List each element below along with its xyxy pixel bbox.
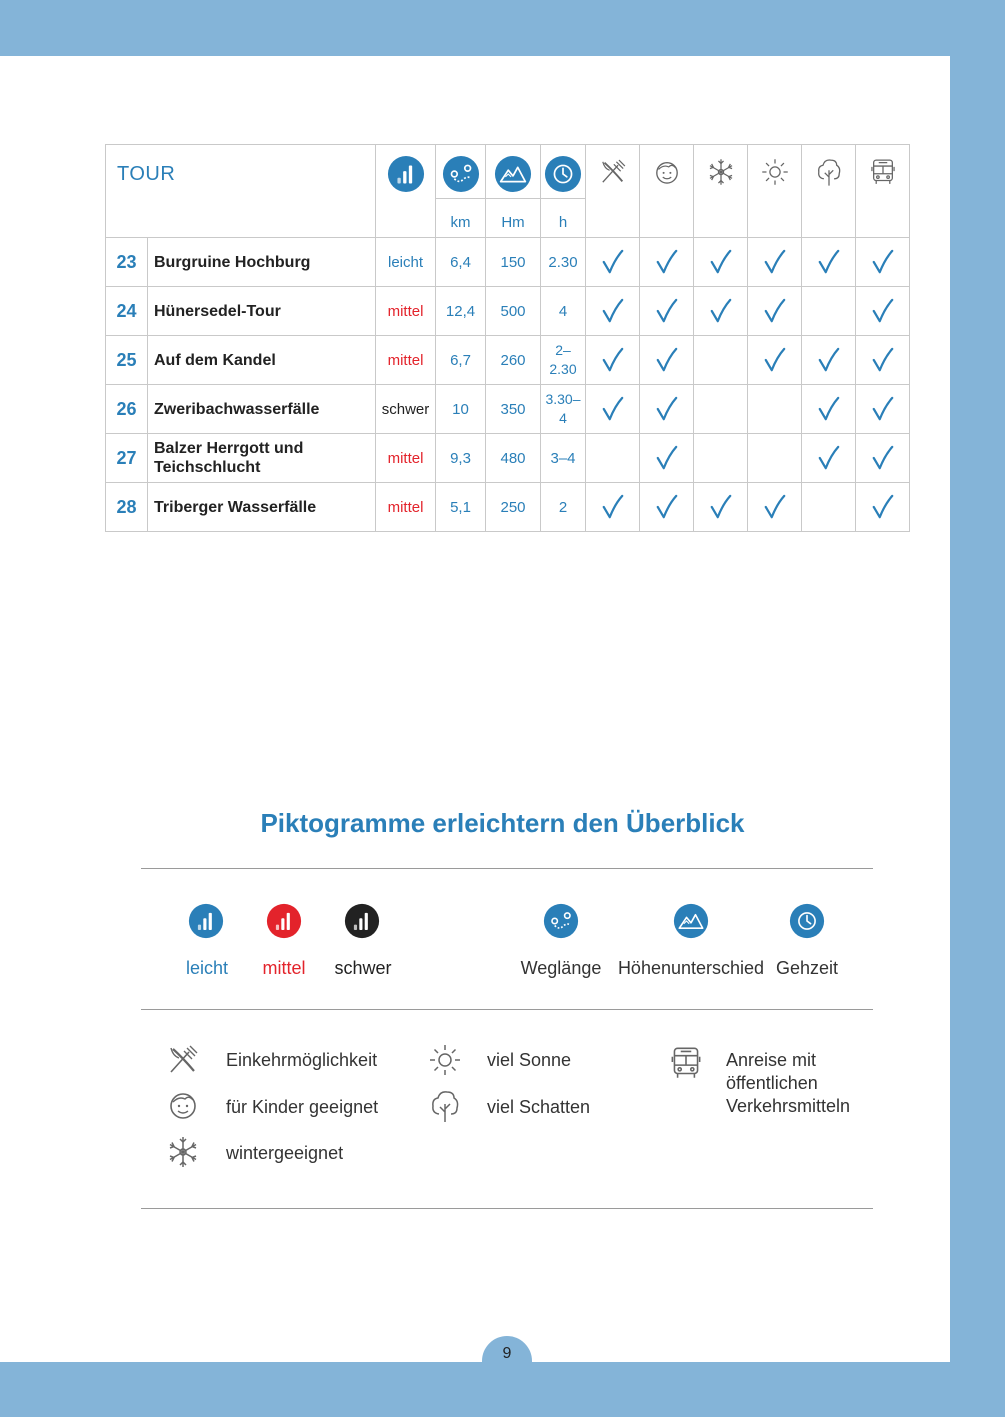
transit-header: [856, 145, 910, 238]
feature-cell: [640, 434, 694, 483]
legend-title: Piktogramme erleichtern den Überblick: [260, 808, 745, 838]
bus-icon: [665, 1042, 707, 1084]
tour-km: 6,7: [436, 336, 486, 385]
snowflake-icon: [163, 1132, 203, 1172]
legend-transit-label: Anreise mit öffentlichen Verkehrsmitteln: [726, 1050, 851, 1116]
hard-icon: [344, 903, 380, 939]
feature-cell: [640, 385, 694, 434]
table-row: [106, 336, 910, 385]
legend-winter-label: wintergeeignet: [226, 1143, 344, 1163]
tour-duration: 3.30– 4: [541, 385, 586, 434]
checkmark-icon: [763, 493, 787, 521]
tour-number: 26: [106, 385, 148, 434]
table-row: [106, 287, 910, 336]
checkmark-icon: [871, 297, 895, 325]
legend-elevation-label: Höhenunterschied: [617, 958, 765, 978]
duration-icon: [544, 155, 582, 193]
feature-cell: [802, 385, 856, 434]
checkmark-icon: [601, 346, 625, 374]
checkmark-icon: [817, 248, 841, 276]
tour-difficulty: mittel: [376, 434, 436, 483]
tour-difficulty: mittel: [376, 287, 436, 336]
checkmark-icon: [763, 248, 787, 276]
legend-sun-label: viel Sonne: [487, 1050, 572, 1070]
checkmark-icon: [655, 248, 679, 276]
feature-cell: [748, 385, 802, 434]
feature-cell: [856, 385, 910, 434]
tour-name: Burgruine Hochburg: [148, 238, 376, 287]
distance-icon: [442, 155, 480, 193]
tour-duration: 4: [541, 287, 586, 336]
checkmark-icon: [601, 493, 625, 521]
checkmark-icon: [655, 346, 679, 374]
feature-cell: [802, 287, 856, 336]
tour-name: Zweribachwasserfälle: [148, 385, 376, 434]
tour-name: Hünersedel-Tour: [148, 287, 376, 336]
fork-knife-icon: [163, 1040, 203, 1080]
feature-cell: [694, 287, 748, 336]
checkmark-icon: [709, 248, 733, 276]
tour-duration: 2.30: [541, 238, 586, 287]
tour-duration: 3–4: [541, 434, 586, 483]
tour-name: Triberger Wasserfälle: [148, 483, 376, 532]
legend-dining-label: Einkehrmöglichkeit: [226, 1050, 378, 1070]
checkmark-icon: [871, 346, 895, 374]
table-row: [106, 238, 910, 287]
tour-duration: 2– 2.30: [541, 336, 586, 385]
tour-km: 12,4: [436, 287, 486, 336]
shade-header: [802, 145, 856, 238]
tour-km: 5,1: [436, 483, 486, 532]
child-face-icon: [163, 1085, 203, 1125]
duration-header: [541, 145, 586, 199]
difficulty-header: [376, 145, 436, 238]
feature-cell: [640, 483, 694, 532]
winter-header: [694, 145, 748, 238]
tour-hm: 150: [486, 238, 541, 287]
checkmark-icon: [763, 346, 787, 374]
tour-duration: 2: [541, 483, 586, 532]
feature-cell: [694, 336, 748, 385]
feature-cell: [586, 385, 640, 434]
unit-hm: Hm: [486, 199, 541, 238]
tour-hm: 500: [486, 287, 541, 336]
checkmark-icon: [871, 493, 895, 521]
medium-icon: [266, 903, 302, 939]
tour-name: Auf dem Kandel: [148, 336, 376, 385]
page-number: 9: [502, 1345, 512, 1362]
feature-cell: [586, 434, 640, 483]
distance-header: [436, 145, 486, 199]
tour-hm: 480: [486, 434, 541, 483]
feature-cell: [586, 287, 640, 336]
legend-shade-label: viel Schatten: [487, 1097, 591, 1117]
elevation-header: [486, 145, 541, 199]
checkmark-icon: [601, 297, 625, 325]
tour-km: 9,3: [436, 434, 486, 483]
checkmark-icon: [871, 248, 895, 276]
child-face-icon: [650, 155, 684, 189]
legend-divider-top: [141, 868, 873, 869]
feature-cell: [856, 434, 910, 483]
tour-difficulty: leicht: [376, 238, 436, 287]
checkmark-icon: [817, 346, 841, 374]
feature-cell: [748, 434, 802, 483]
feature-cell: [748, 336, 802, 385]
checkmark-icon: [601, 395, 625, 423]
legend-divider-bottom: [141, 1208, 873, 1209]
legend-medium-label: mittel: [262, 958, 306, 978]
checkmark-icon: [655, 444, 679, 472]
tour-difficulty: mittel: [376, 336, 436, 385]
tour-difficulty: mittel: [376, 483, 436, 532]
legend-easy-label: leicht: [185, 958, 229, 978]
tour-km: 10: [436, 385, 486, 434]
fork-knife-icon: [596, 155, 630, 189]
feature-cell: [856, 287, 910, 336]
feature-cell: [856, 238, 910, 287]
tree-icon: [812, 155, 846, 189]
feature-cell: [640, 287, 694, 336]
sun-icon: [425, 1040, 465, 1080]
tour-hm: 250: [486, 483, 541, 532]
checkmark-icon: [655, 493, 679, 521]
feature-cell: [640, 336, 694, 385]
legend-hard-label: schwer: [334, 958, 392, 978]
bus-icon: [866, 155, 900, 189]
unit-h: h: [541, 199, 586, 238]
legend-duration-label: Gehzeit: [775, 958, 839, 978]
tour-header: TOUR: [106, 145, 376, 238]
feature-cell: [694, 238, 748, 287]
feature-cell: [856, 483, 910, 532]
feature-cell: [586, 238, 640, 287]
legend-kids-label: für Kinder geeignet: [226, 1097, 379, 1117]
distance-icon: [543, 903, 579, 939]
snowflake-icon: [704, 155, 738, 189]
feature-cell: [802, 434, 856, 483]
kids-header: [640, 145, 694, 238]
tour-number: 27: [106, 434, 148, 483]
tour-name: Balzer Herrgott und Teichschlucht: [148, 434, 376, 483]
feature-cell: [694, 434, 748, 483]
checkmark-icon: [763, 297, 787, 325]
feature-cell: [802, 483, 856, 532]
elevation-icon: [494, 155, 532, 193]
feature-cell: [586, 483, 640, 532]
tour-number: 24: [106, 287, 148, 336]
checkmark-icon: [817, 395, 841, 423]
tree-icon: [425, 1086, 465, 1126]
feature-cell: [586, 336, 640, 385]
feature-cell: [856, 336, 910, 385]
checkmark-icon: [655, 395, 679, 423]
table-row: [106, 483, 910, 532]
duration-icon: [789, 903, 825, 939]
checkmark-icon: [871, 395, 895, 423]
feature-cell: [748, 287, 802, 336]
legend-divider-middle: [141, 1009, 873, 1010]
tour-number: 23: [106, 238, 148, 287]
tour-hm: 260: [486, 336, 541, 385]
dining-header: [586, 145, 640, 238]
table-row: [106, 385, 910, 434]
tour-rows: [106, 238, 910, 532]
feature-cell: [694, 385, 748, 434]
checkmark-icon: [817, 444, 841, 472]
checkmark-icon: [655, 297, 679, 325]
feature-cell: [694, 483, 748, 532]
unit-km: km: [436, 199, 486, 238]
checkmark-icon: [709, 493, 733, 521]
tour-difficulty: schwer: [376, 385, 436, 434]
sun-header: [748, 145, 802, 238]
checkmark-icon: [709, 297, 733, 325]
feature-cell: [748, 238, 802, 287]
easy-icon: [188, 903, 224, 939]
feature-cell: [802, 336, 856, 385]
tour-number: 28: [106, 483, 148, 532]
checkmark-icon: [871, 444, 895, 472]
tour-table: [105, 144, 910, 532]
feature-cell: [748, 483, 802, 532]
legend-distance-label: Weglänge: [520, 958, 602, 978]
feature-cell: [640, 238, 694, 287]
table-row: [106, 434, 910, 483]
difficulty-icon: [387, 155, 425, 193]
sun-icon: [758, 155, 792, 189]
tour-km: 6,4: [436, 238, 486, 287]
elevation-icon: [673, 903, 709, 939]
checkmark-icon: [601, 248, 625, 276]
tour-number: 25: [106, 336, 148, 385]
feature-cell: [802, 238, 856, 287]
tour-hm: 350: [486, 385, 541, 434]
